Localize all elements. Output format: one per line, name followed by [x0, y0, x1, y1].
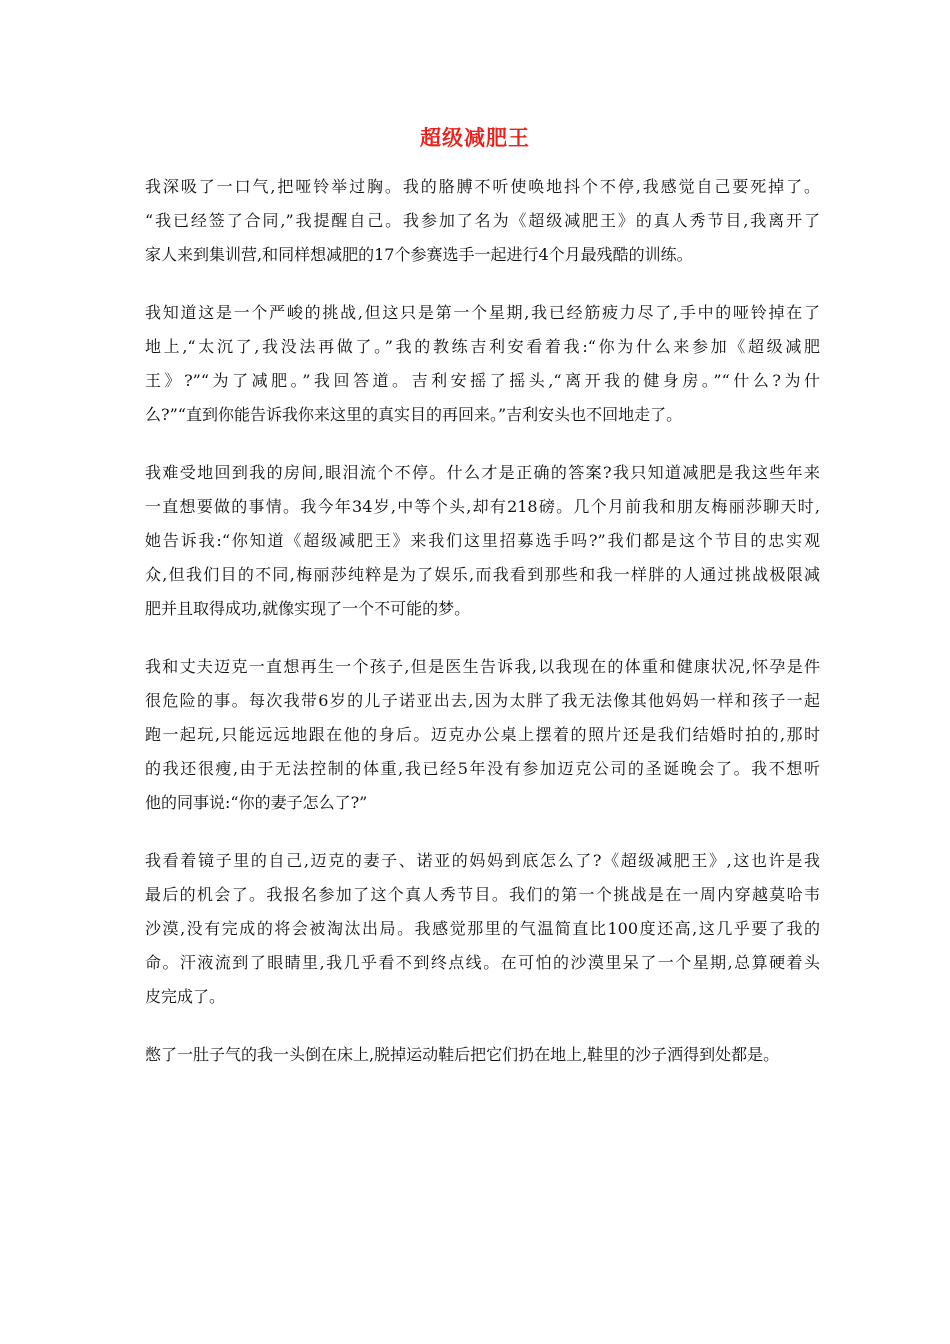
paragraph-2: [145, 296, 820, 432]
text-line: 家人来到集训营,和同样想减肥的17个参赛选手一起进行4个月最残酷的训练。: [145, 245, 693, 264]
text-line: 我和丈夫迈克一直想再生一个孩子,但是医生告诉我,以我现在的体重和健康状况,怀孕是件: [145, 657, 820, 676]
text-line: 王》?”“为了减肥。”我回答道。吉利安摇了摇头,“离开我的健身房。”“什么?为什: [145, 371, 820, 390]
text-line: 我知道这是一个严峻的挑战,但这只是第一个星期,我已经筋疲力尽了,手中的哑铃掉在了: [145, 303, 820, 322]
paragraph-3: [145, 456, 820, 626]
text-line: 的我还很瘦,由于无法控制的体重,我已经5年没有参加迈克公司的圣诞晚会了。我不想听: [145, 759, 820, 778]
text-line: 沙漠,没有完成的将会被淘汰出局。我感觉那里的气温简直比100度还高,这几乎要了我的: [145, 919, 820, 938]
text-line: 么?”“直到你能告诉我你来这里的真实目的再回来。”吉利安头也不回地走了。: [145, 405, 683, 424]
text-line: 地上,“太沉了,我没法再做了。”我的教练吉利安看着我:“你为什么来参加《超级减肥: [145, 337, 820, 356]
text-line: 我看着镜子里的自己,迈克的妻子、诺亚的妈妈到底怎么了?《超级减肥王》,这也许是我: [145, 851, 820, 870]
text-line: 憋了一肚子气的我一头倒在床上,脱掉运动鞋后把它们扔在地上,鞋里的沙子洒得到处都是。: [145, 1045, 780, 1064]
text-line: 我深吸了一口气,把哑铃举过胸。我的胳膊不听使唤地抖个不停,我感觉自己要死掉了。: [145, 177, 820, 196]
text-line: 最后的机会了。我报名参加了这个真人秀节目。我们的第一个挑战是在一周内穿越莫哈韦: [145, 885, 820, 904]
paragraph-4: [145, 650, 820, 820]
text-line: 众,但我们目的不同,梅丽莎纯粹是为了娱乐,而我看到那些和我一样胖的人通过挑战极限减: [145, 565, 820, 584]
text-line: 他的同事说:“你的妻子怎么了?”: [145, 793, 368, 812]
text-line: 跑一起玩,只能远远地跟在他的身后。迈克办公桌上摆着的照片还是我们结婚时拍的,那时: [145, 725, 820, 744]
paragraph-1: [145, 170, 820, 272]
text-line: 她告诉我:“你知道《超级减肥王》来我们这里招募选手吗?”我们都是这个节目的忠实观: [145, 531, 820, 550]
text-line: 命。汗液流到了眼睛里,我几乎看不到终点线。在可怕的沙漠里呆了一个星期,总算硬着头: [145, 953, 820, 972]
text-line: 一直想要做的事情。我今年34岁,中等个头,却有218磅。几个月前我和朋友梅丽莎聊天时,: [145, 497, 820, 516]
text-line: 我难受地回到我的房间,眼泪流个不停。什么才是正确的答案?我只知道减肥是我这些年来: [145, 463, 820, 482]
text-line: “我已经签了合同,”我提醒自己。我参加了名为《超级减肥王》的真人秀节目,我离开了: [145, 211, 820, 230]
article-title: 超级减肥王: [420, 126, 530, 150]
text-line: 皮完成了。: [145, 987, 226, 1006]
paragraph-6: [145, 1038, 820, 1072]
text-line: 很危险的事。每次我带6岁的儿子诺亚出去,因为太胖了我无法像其他妈妈一样和孩子一起: [145, 691, 820, 710]
paragraph-5: [145, 844, 820, 1014]
text-line: 肥并且取得成功,就像实现了一个不可能的梦。: [145, 599, 471, 618]
article-body: [145, 170, 820, 1096]
